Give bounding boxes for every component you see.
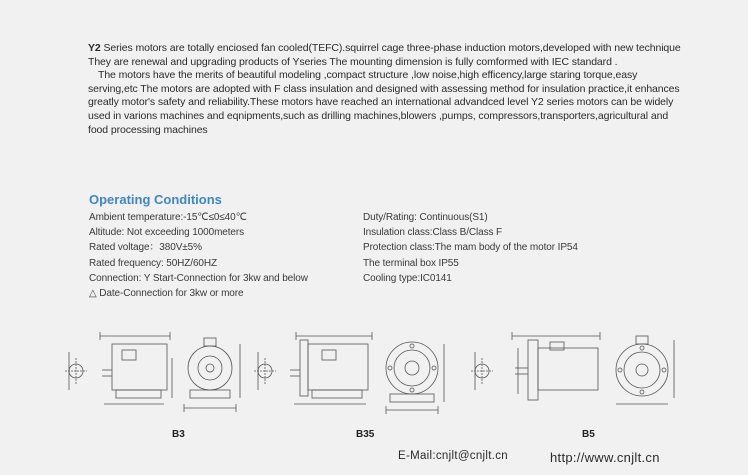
- intro-paragraph-1: [88, 42, 688, 69]
- b35-front-view-drawing: [386, 342, 444, 414]
- b35-side-view-drawing: [290, 332, 372, 404]
- condition-connection-delta: △ Date-Connection for 3kw or more: [89, 288, 244, 300]
- footer-email: E-Mail:cnjlt@cnjlt.cn: [398, 450, 508, 462]
- condition-connection-y: Connection: Y Start-Connection for 3kw and below: [89, 272, 308, 284]
- condition-terminal-box: The terminal box IP55: [363, 257, 459, 269]
- condition-ambient-temperature: Ambient temperature:-15℃≤0≤40℃: [89, 212, 247, 223]
- b35-shaft-end-drawing: [254, 352, 276, 390]
- intro-paragraph-1-text: Series motors are totally enciosed fan cooled(TEFC).squirrel cage three-phase induction motors,developed with new technique They are renewal and upgrading products of Yseries The mounting dimension is fully comformed with IEC standard .: [88, 42, 681, 68]
- caption-b3: B3: [172, 429, 185, 440]
- b3-shaft-end-drawing: [65, 352, 87, 390]
- footer-url: http://www.cnjlt.cn: [550, 450, 660, 465]
- condition-altitude: Altitude: Not exceeding 1000meters: [89, 227, 245, 239]
- caption-b35: B35: [356, 429, 375, 440]
- operating-conditions-title: Operating Conditions: [89, 192, 222, 207]
- mounting-diagrams: [60, 318, 700, 418]
- conditions-right-column: [363, 210, 693, 286]
- intro-paragraph-2: The motors have the merits of beautiful modeling ,compact structure ,low noise,high efficency,large staring torque,easy serving,etc The motors are adopted with F class insulation and designed with assessing method for insulation practice,it enhances greatly motor's safety and reliability.These motors have reached an international advandced level Y2 series motors can be widely used in varions machines and eqnipments,such as drilling machines,blowers ,pumps, compressors,transporters,agricultural and food processing machines: [88, 69, 680, 136]
- series-name: Y2: [88, 42, 101, 54]
- conditions-left-column: [89, 210, 359, 301]
- condition-protection-class: Protection class:The mam body of the motor IP54: [363, 242, 578, 254]
- condition-rated-voltage: Rated voltage：380V±5%: [89, 242, 202, 254]
- condition-duty-rating: Duty/Rating: Continuous(S1): [363, 212, 488, 223]
- b5-shaft-end-drawing: [471, 352, 493, 390]
- caption-b5: B5: [582, 429, 595, 440]
- b5-side-view-drawing: [512, 332, 600, 400]
- b3-side-view-drawing: [100, 332, 172, 404]
- b3-front-view-drawing: [184, 338, 240, 412]
- condition-insulation-class: Insulation class:Class B/Class F: [363, 227, 503, 239]
- intro-text: [88, 42, 688, 137]
- b5-front-view-drawing: [616, 336, 674, 404]
- condition-cooling-type: Cooling type:IC0141: [363, 272, 452, 284]
- condition-rated-frequency: Rated frequency: 50HZ/60HZ: [89, 257, 218, 269]
